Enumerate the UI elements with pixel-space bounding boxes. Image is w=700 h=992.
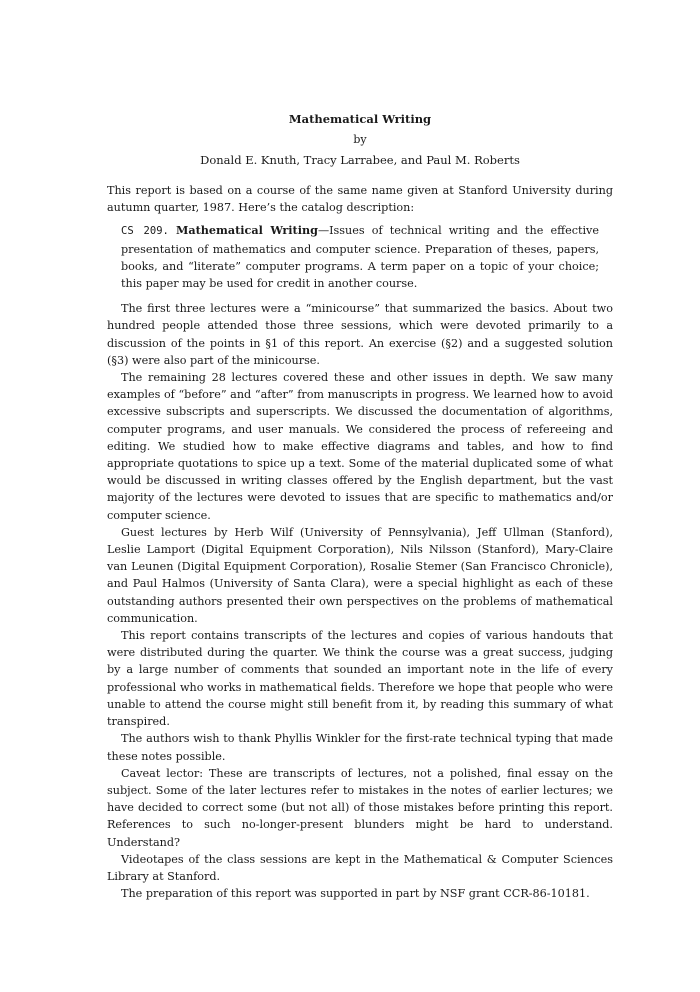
body-paragraph: This report contains transcripts of the lectures and copies of various handouts that were distributed during the quarter. We think the course was a great success, judging by a large number of comments that sounded an important note in the life of every professional who works in mathematical fields. Therefore we hope that people who were unable to attend the course might still benefit from it, by reading this summary of what transpired. (107, 629, 613, 729)
document-page (107, 112, 613, 902)
document-title: Mathematical Writing (288, 112, 432, 126)
body-paragraph: Videotapes of the class sessions are kept in the Mathematical & Computer Sciences Library at Stanford. (107, 852, 613, 883)
author-list: Donald E. Knuth, Tracy Larrabee, and Paul M. Roberts (200, 153, 520, 167)
body-paragraph: The authors wish to thank Phyllis Winkler for the first-rate technical typing that made these notes possible. (107, 732, 613, 763)
catalog-text: Issues of technical writing and the effective presentation of mathematics and computer science. Preparation of theses, papers, books, and “literate” computer programs. A term paper on a topic of your choice; this paper may be used for credit in another course. (121, 224, 599, 291)
body-paragraph: Guest lectures by Herb Wilf (University of Pennsylvania), Jeff Ullman (Stanford), Leslie Lamport (Digital Equipment Corporation), Nils Nilsson (Stanford), Mary-Claire van Leunen (Digital Equipment Corporation), Rosalie Stemer (San Francisco Chronicle), and Paul Halmos (University of Santa Clara), were a special highlight as each of these outstanding authors presented their own perspectives on the problems of mathematical communication. (107, 525, 613, 625)
catalog-description (121, 222, 599, 292)
catalog-dash: — (317, 224, 330, 238)
body-paragraph: The preparation of this report was supported in part by NSF grant CCR-86-10181. (121, 887, 590, 901)
body-paragraph: Caveat lector: These are transcripts of lectures, not a polished, final essay on the subject. Some of the later lectures refer to mistakes in the notes of earlier lectures; we have decided to correct some (but not all) of those mistakes before printing this report. References to such no-longer-present blunders might be hard to understand. Understand? (107, 766, 613, 849)
body-paragraph: The first three lectures were a “minicourse” that summarized the basics. About two hundred people attended those three sessions, which were devoted primarily to a discussion of the points in §1 of this report. An exercise (§2) and a suggested solution (§3) were also part of the minicourse. (107, 302, 613, 367)
course-id: CS 209. (121, 225, 169, 238)
byline-by: by (353, 133, 367, 146)
course-name: Mathematical Writing (176, 223, 318, 238)
intro-paragraph: This report is based on a course of the same name given at Stanford University during autumn quarter, 1987. Here’s the catalog description: (107, 184, 613, 215)
body-paragraph: The remaining 28 lectures covered these and other issues in depth. We saw many examples of “before” and “after” from manuscripts in progress. We learned how to avoid excessive subscripts and superscripts. We discussed the documentation of algorithms, computer programs, and user manuals. We considered the process of refereeing and editing. We studied how to make effective diagrams and tables, and how to find appropriate quotations to spice up a text. Some of the material duplicated some of what would be discussed in writing classes offered by the English department, but the vast majority of the lectures were devoted to issues that are specific to mathematics and/or computer science. (107, 371, 613, 522)
